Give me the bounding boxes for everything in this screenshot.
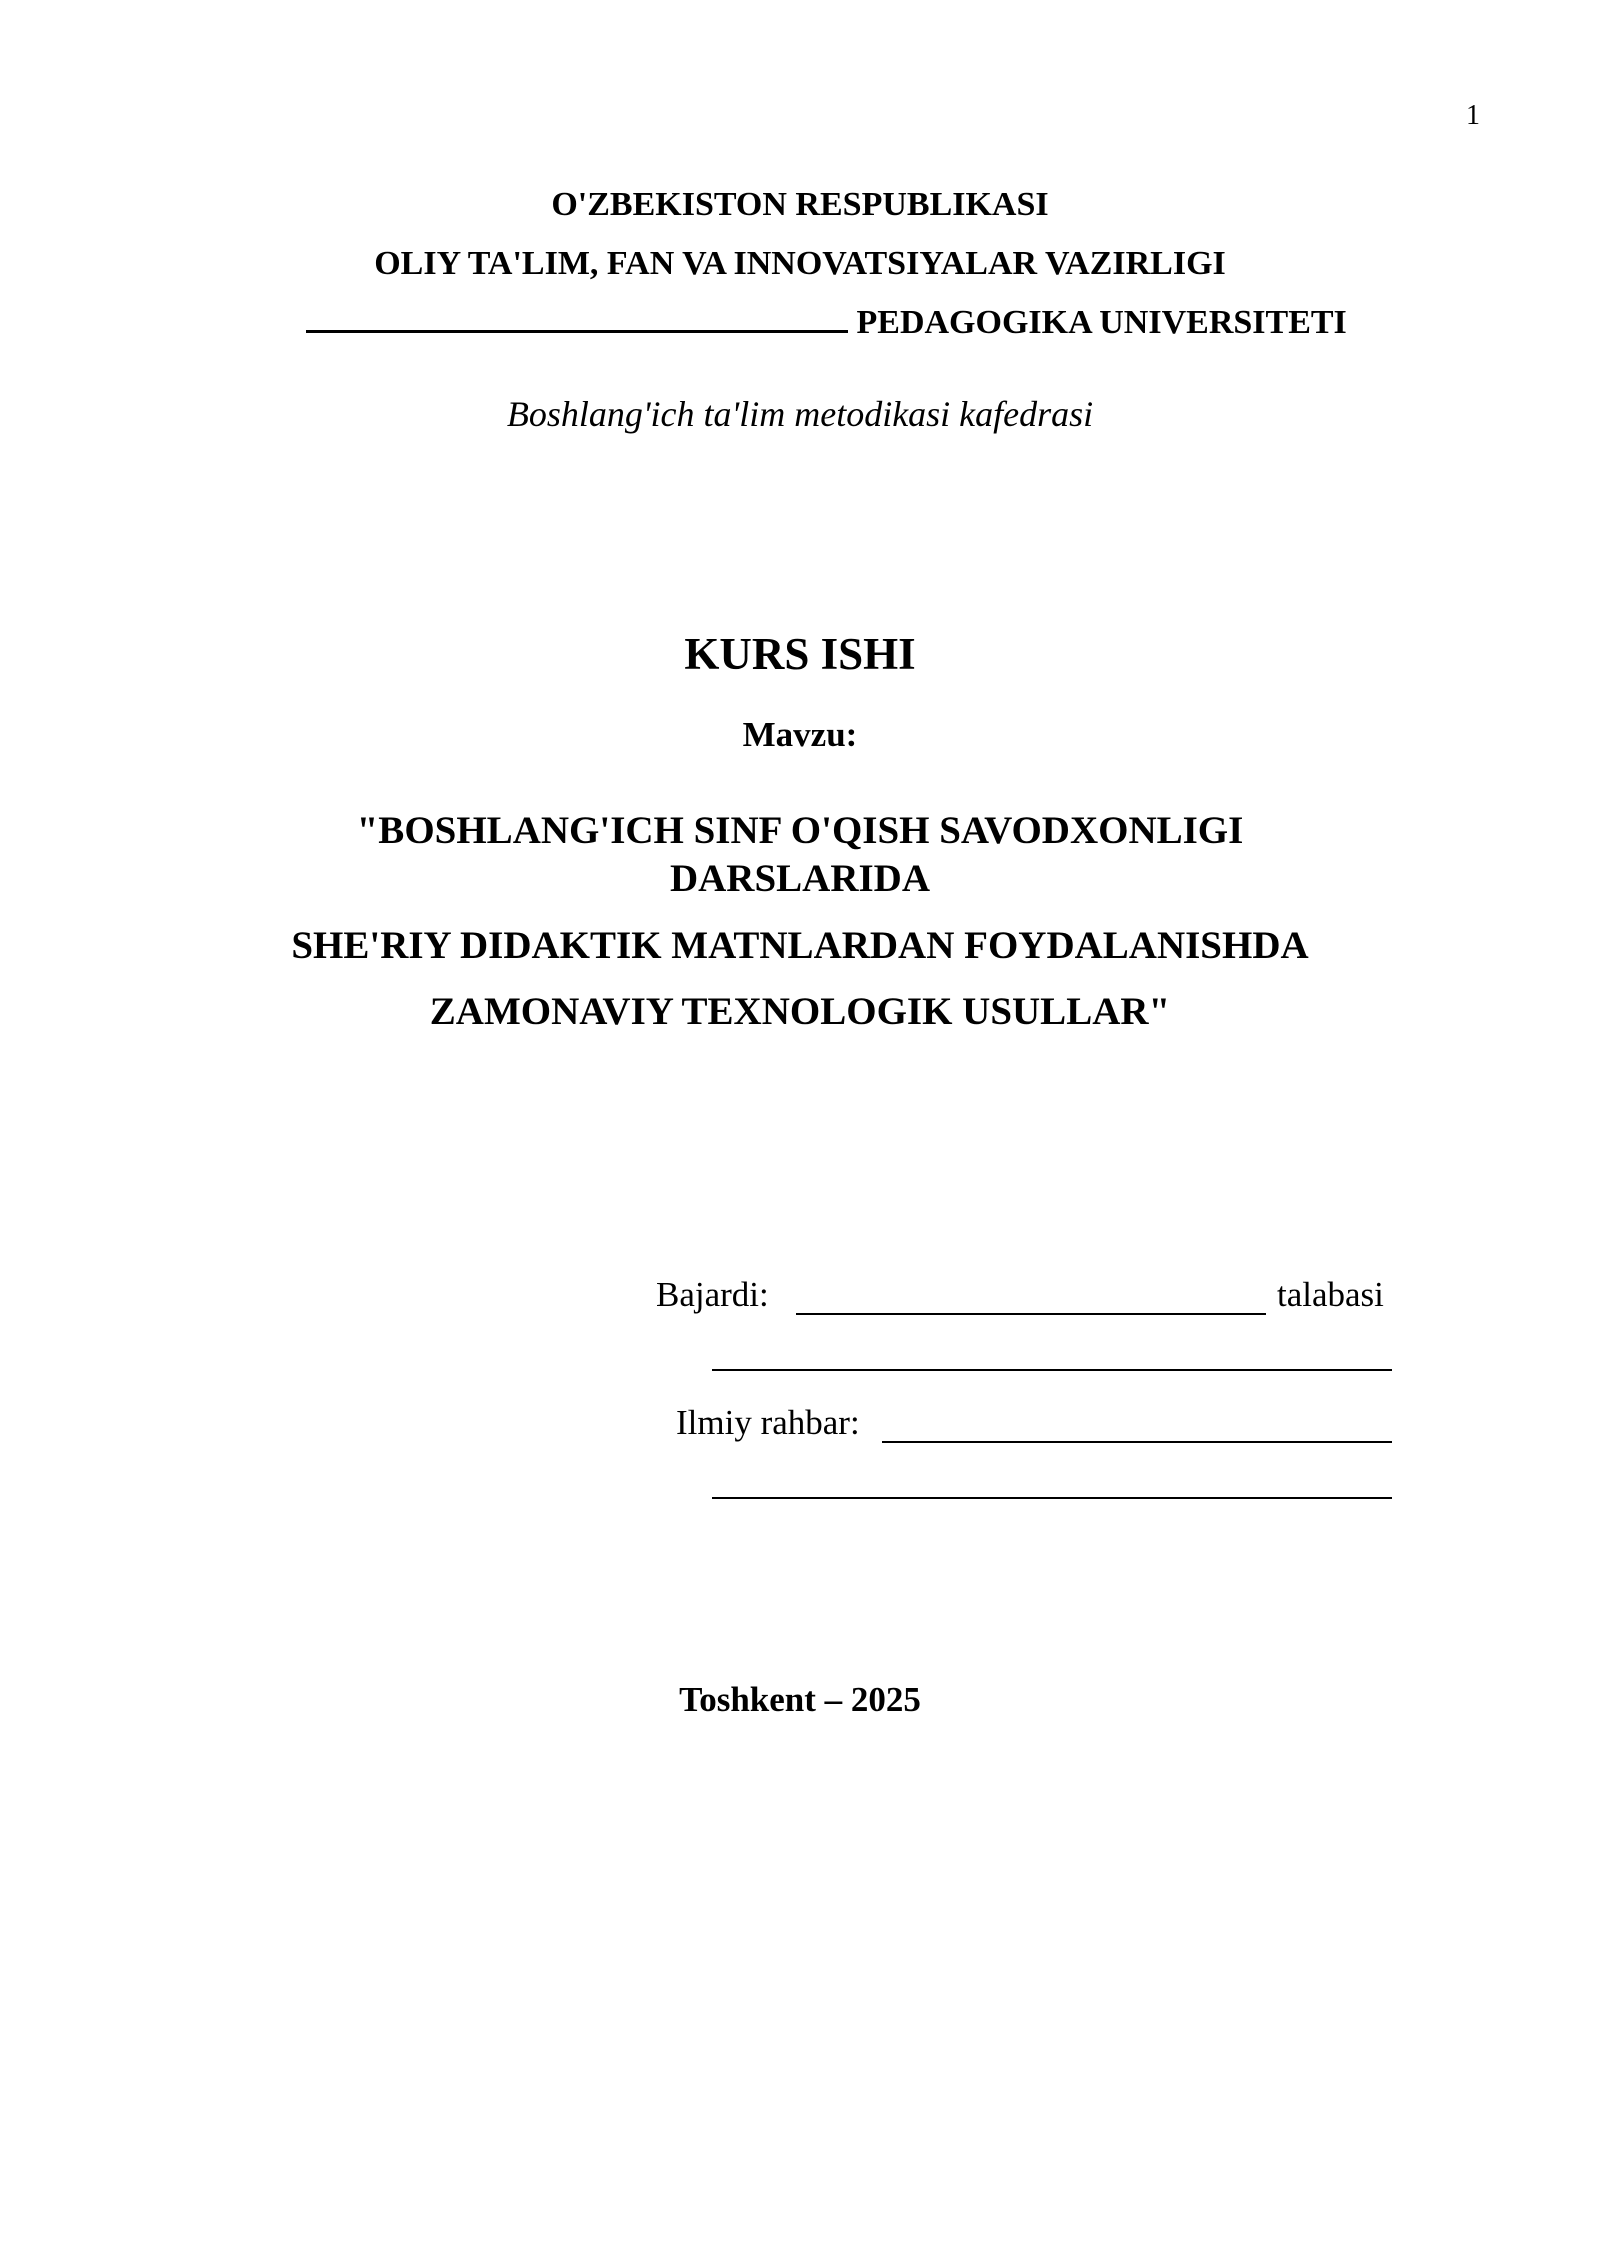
- ministry-title: OLIY TA'LIM, FAN VA INNOVATSIYALAR VAZIRLIGI: [374, 245, 1226, 282]
- student-name-blank[interactable]: [796, 1313, 1266, 1315]
- city-year: Toshkent – 2025: [679, 1680, 921, 1719]
- supervisor-label: Ilmiy rahbar:: [676, 1403, 860, 1442]
- supervisor-title-blank[interactable]: [712, 1497, 1392, 1499]
- topic-line-2: DARSLARIDA: [669, 857, 931, 900]
- topic-label: Mavzu:: [742, 715, 858, 754]
- topic-line-1: "BOSHLANG'ICH SINF O'QISH SAVODXONLIGI: [356, 809, 1244, 852]
- page-number: 1: [1466, 100, 1480, 131]
- performed-by-label: Bajardi:: [656, 1275, 769, 1314]
- student-group-blank[interactable]: [712, 1369, 1392, 1371]
- university-title: [306, 302, 1347, 342]
- university-suffix: PEDAGOGIKA UNIVERSITETI: [856, 304, 1347, 341]
- topic-line-4: ZAMONAVIY TEXNOLOGIK USULLAR": [429, 990, 1171, 1033]
- university-name-blank[interactable]: [306, 302, 848, 333]
- document-type-title: KURS ISHI: [684, 629, 916, 679]
- department-name: Boshlang'ich ta'lim metodikasi kafedrasi: [506, 394, 1094, 434]
- student-suffix: talabasi: [1277, 1275, 1384, 1314]
- topic-line-3: SHE'RIY DIDAKTIK MATNLARDAN FOYDALANISHDA: [291, 924, 1309, 967]
- supervisor-name-blank[interactable]: [882, 1441, 1392, 1443]
- country-title: O'ZBEKISTON RESPUBLIKASI: [551, 186, 1049, 223]
